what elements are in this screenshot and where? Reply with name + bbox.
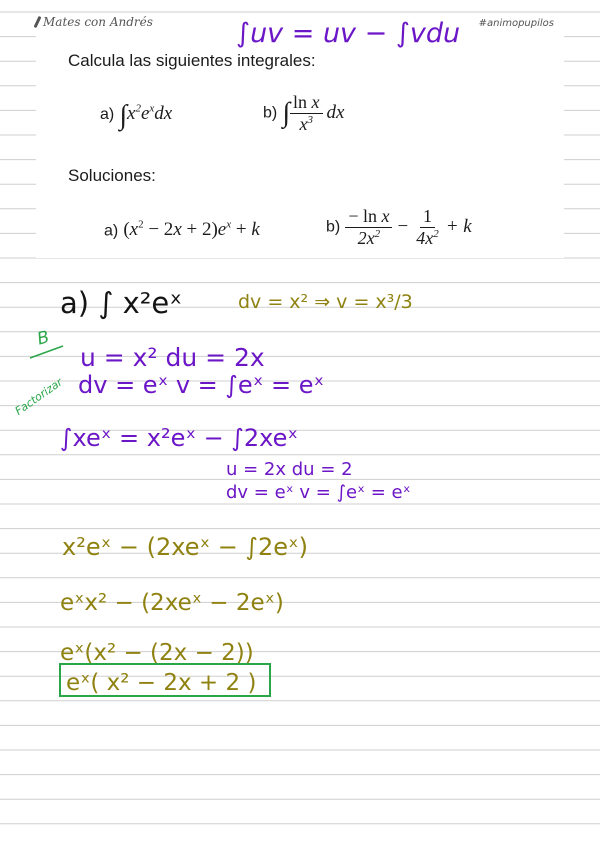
line-u2: u = 2x du = 2: [226, 459, 353, 480]
side-note-b: B: [35, 327, 52, 350]
solutions-title: Soluciones:: [68, 166, 156, 185]
solution-a-expr: $(x^2 - 2x + 2)e^x + k$: [123, 219, 260, 241]
final-result: eˣ( x² − 2x + 2 ): [66, 670, 257, 696]
line-dv2: dv = eˣ v = ∫eˣ = eˣ: [226, 482, 411, 503]
heading-a: a) ∫ x²eˣ: [60, 286, 183, 320]
result-highlight-box: [59, 663, 271, 697]
label-a: a): [100, 106, 115, 123]
dx: dx: [326, 102, 345, 124]
step-2: eˣx² − (2xeˣ − 2eˣ): [60, 590, 284, 616]
step-3: eˣ(x² − (2x − 2)): [60, 640, 254, 666]
line-dv: dv = eˣ v = ∫eˣ = eˣ: [78, 371, 325, 399]
label-sol-a: a): [104, 222, 119, 240]
brand-name: Mates con Andrés: [43, 15, 153, 29]
integral-sign: ∫: [119, 100, 127, 131]
dv-note: dv = x² ⇒ v = x³/3: [238, 291, 413, 313]
integrand-a: $x^2e^xdx$: [127, 102, 173, 124]
integral-sign: ∫: [282, 97, 290, 129]
side-note-factorizar: Factorizar: [12, 375, 65, 418]
hashtag: #animopupilos: [478, 18, 554, 29]
step-1: x²eˣ − (2xeˣ − ∫2eˣ): [62, 533, 309, 561]
fraction-1-4x2: $\frac{1}{4x^2}$: [416, 206, 439, 248]
line-u: u = x² du = 2x: [80, 343, 265, 372]
exercise-title: Calcula las siguientes integrales:: [68, 51, 316, 70]
line-integral: ∫xeˣ = x²eˣ − ∫2xeˣ: [60, 424, 299, 452]
fraction-lnx-2x2: $\frac{\text{− ln x}}{2x^2}$: [345, 207, 392, 248]
formula-note: ∫uv = uv − ∫vdu: [236, 18, 461, 49]
label-b: b): [263, 104, 278, 122]
label-sol-b: b): [326, 218, 341, 236]
fraction-lnx-x3: $\frac{\text{ln x}}{x^3}$: [290, 93, 323, 134]
solution-b: b) $\frac{\text{− ln x}}{2x^2}$ − $\frac{1}{4x^2}$ + k: [326, 206, 472, 248]
